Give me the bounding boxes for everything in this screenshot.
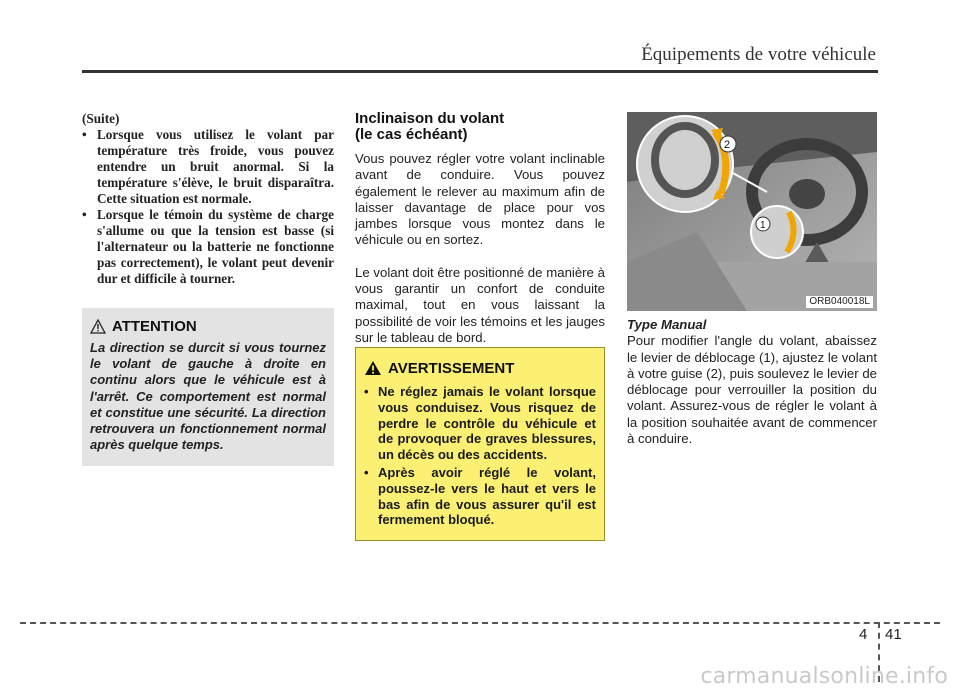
chapter-number: 4: [859, 626, 868, 643]
warning-title: AVERTISSEMENT: [388, 359, 515, 377]
steering-wheel-photo: [627, 112, 877, 311]
paragraph: Vous pouvez régler votre volant inclinable avant de conduire. Vous pouvez également le relever au maximum afin de laisser davantage de place pour vos jambes lorsque vous montez dans le véhicule ou en sortez.: [355, 151, 605, 248]
subheading: Type Manual: [627, 317, 707, 332]
paragraph: Le volant doit être positionné de manière à vous garantir un confort de conduite maximal, tout en vous laissant la possibilité de voir les témoins et les jauges sur le tableau de bord.: [355, 264, 605, 345]
attention-title: ATTENTION: [112, 317, 197, 335]
caution-triangle-icon: [90, 319, 106, 334]
suite-label: (Suite): [82, 111, 120, 126]
column-3: [627, 317, 877, 447]
warning-triangle-icon: [364, 360, 382, 376]
section-heading: [355, 111, 605, 143]
bullet-list: [82, 127, 334, 287]
paragraph: Pour modifier l'angle du volant, abaissez le levier de déblocage (1), ajustez le volant à votre guise (2), puis soulevez le levier de déblocage pour verrouiller la position du volant. Assurez-vous de régler le volant à la position souhaitée avant de commencer à conduire.: [627, 333, 877, 447]
attention-box: [82, 308, 334, 466]
watermark: carmanualsonline.info: [700, 664, 948, 689]
heading-line-1: Inclinaison du volant: [355, 110, 505, 127]
warning-item: • Après avoir réglé le volant, poussez-le vers le haut et vers le bas afin de vous assurer qu'il est fermement bloqué.: [364, 465, 596, 528]
header-rule: [82, 70, 878, 73]
warning-box: [355, 347, 605, 541]
warning-item: • Ne réglez jamais le volant lorsque vous conduisez. Vous risquez de perdre le contrôle du véhicule et de provoquer de graves blessures, un décès ou des accidents.: [364, 384, 596, 463]
page-number: 41: [885, 626, 902, 643]
attention-text: La direction se durcit si vous tournez le volant de gauche à droite en continu alors que le véhicule est à l'arrêt. Ce comportement est normal et constitue une sécurité. La direction retrouvera un fonctionnement normal après quelque temps.: [90, 340, 326, 453]
page-header-title: Équipements de votre véhicule: [641, 44, 876, 65]
heading-line-2: (le cas échéant): [355, 126, 468, 143]
callout-1: 1: [760, 220, 766, 231]
steering-wheel-illustration: [627, 112, 877, 311]
bullet-item: • Lorsque le témoin du système de charge s'allume ou que la tension est basse (si l'alternateur ou la batterie ne fonctionne pas correctement), le volant peut devenir dur et difficile à tourner.: [82, 207, 334, 287]
photo-label: ORB040018L: [806, 296, 873, 308]
column-1: [82, 111, 334, 287]
bullet-item: • Lorsque vous utilisez le volant par température très froide, vous pouvez entendre un bruit anormal. Si la température s'élève, le bruit disparaîtra. Cette situation est normale.: [82, 127, 334, 207]
callout-2: 2: [724, 139, 731, 151]
warning-list: [364, 384, 596, 528]
footer-rule: [20, 622, 940, 624]
column-2: [355, 111, 605, 362]
